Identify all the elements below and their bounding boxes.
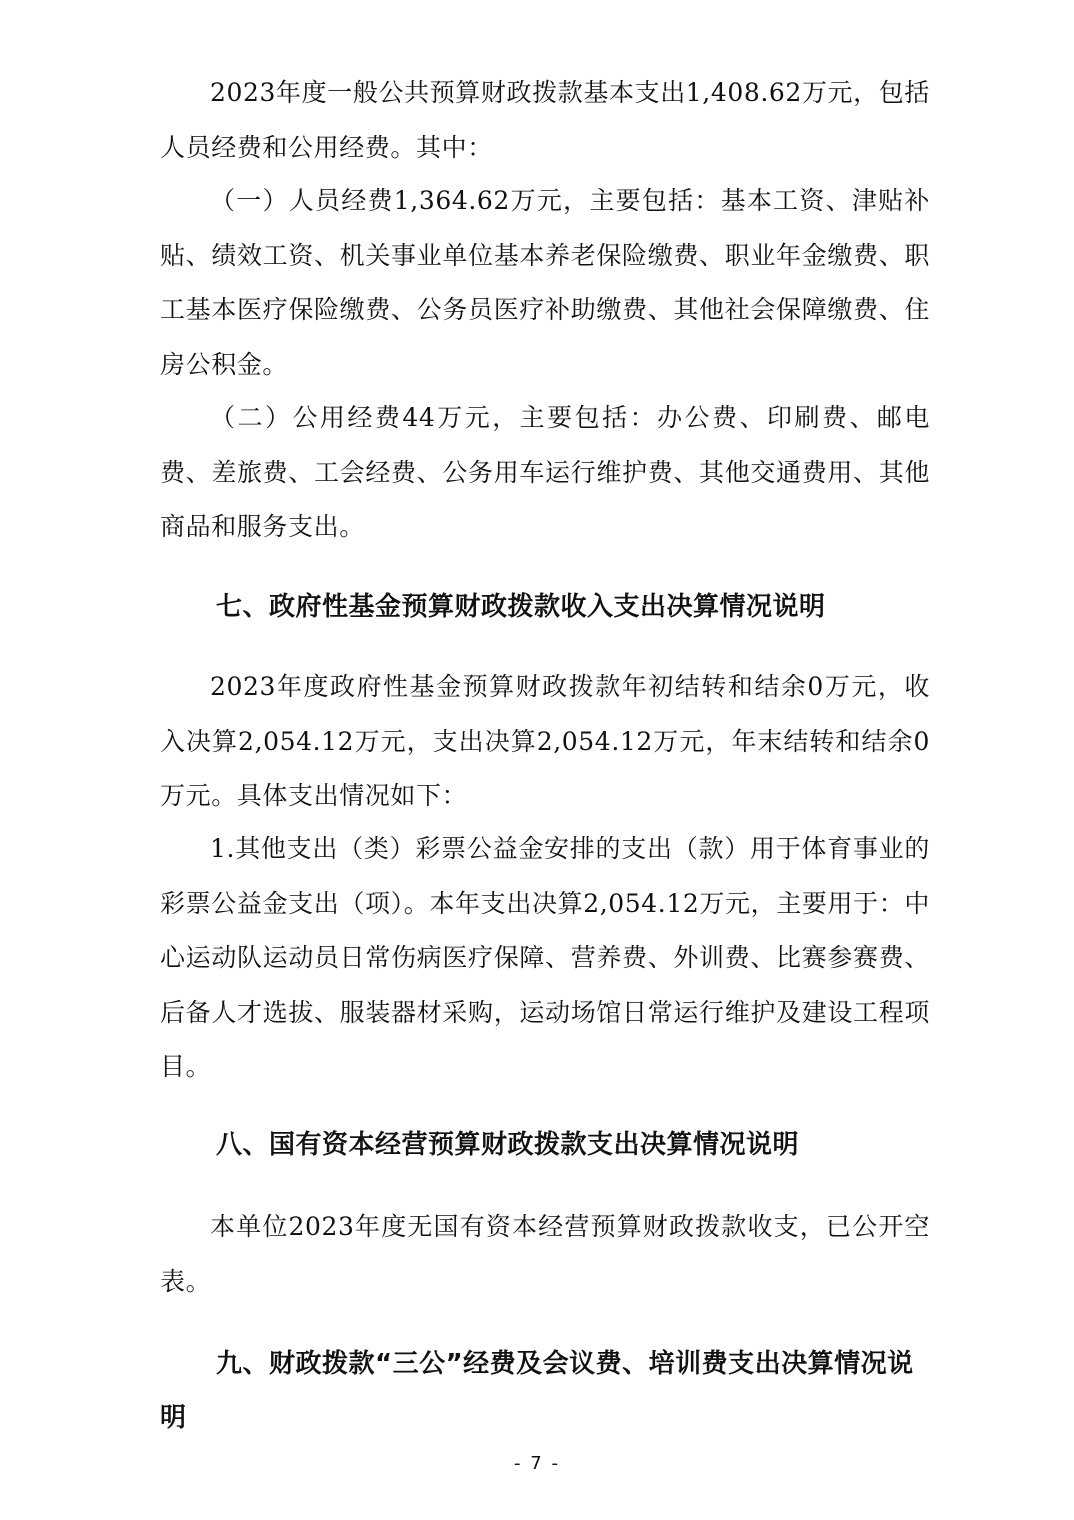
paragraph-basic-expenditure: 2023年度一般公共预算财政拨款基本支出1,408.62万元，包括人员经费和公用经费。其中： <box>160 78 930 162</box>
page-number: - 7 - <box>514 1453 560 1474</box>
paragraph-public-expenses: （二）公用经费44万元，主要包括：办公费、印刷费、邮电费、差旅费、工会经费、公务用车运行维护费、其他交通费用、其他商品和服务支出。 <box>160 403 930 541</box>
section-heading-8: 八、国有资本经营预算财政拨款支出决算情况说明 <box>216 1130 800 1160</box>
paragraph-state-capital: 本单位2023年度无国有资本经营预算财政拨款收支，已公开空表。 <box>160 1212 930 1296</box>
section-heading-9: 九、财政拨款“三公”经费及会议费、培训费支出决算情况说明 <box>160 1349 914 1433</box>
paragraph-government-fund: 2023年度政府性基金预算财政拨款年初结转和结余0万元，收入决算2,054.12万元，支出决算2,054.12万元，年末结转和结余0万元。具体支出情况如下： <box>160 672 930 810</box>
paragraph-lottery-fund: 1.其他支出（类）彩票公益金安排的支出（款）用于体育事业的彩票公益金支出（项）。本年支出决算2,054.12万元，主要用于：中心运动队运动员日常伤病医疗保障、营养费、外训费、比赛参赛费、后备人才选拔、服装器材采购，运动场馆日常运行维护及建设工程项目。 <box>160 834 930 1081</box>
paragraph-personnel-expenses: （一）人员经费1,364.62万元，主要包括：基本工资、津贴补贴、绩效工资、机关事业单位基本养老保险缴费、职业年金缴费、职工基本医疗保险缴费、公务员医疗补助缴费、其他社会保障缴费、住房公积金。 <box>160 186 930 379</box>
section-heading-7: 七、政府性基金预算财政拨款收入支出决算情况说明 <box>216 592 826 622</box>
